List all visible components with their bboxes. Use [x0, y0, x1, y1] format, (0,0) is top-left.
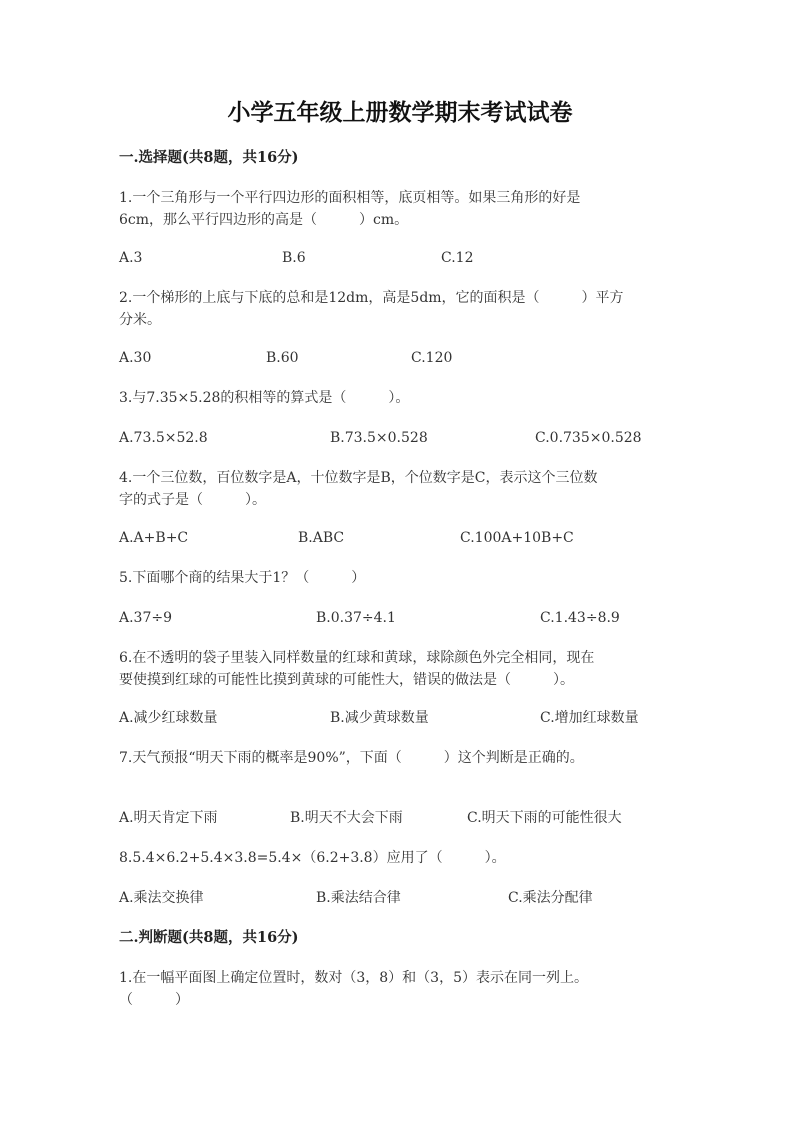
answer-option: A.3	[119, 250, 143, 266]
question-text: 5.下面哪个商的结果大于1？（ ）	[119, 570, 366, 586]
question-text: 8.5.4×6.2+5.4×3.8=5.4×（6.2+3.8）应用了（ ）。	[119, 850, 506, 866]
answer-option: A.37÷9	[119, 610, 173, 626]
question-text: 4.一个三位数，百位数字是A，十位数字是B，个位数字是C，表示这个三位数	[119, 470, 598, 486]
answer-option: C.120	[411, 350, 453, 366]
question-text: 分米。	[119, 312, 161, 328]
answer-option: B.减少黄球数量	[330, 710, 429, 726]
answer-option: C.12	[441, 250, 474, 266]
answer-option: A.明天肯定下雨	[119, 810, 218, 826]
answer-option: B.乘法结合律	[316, 890, 401, 906]
answer-option: A.减少红球数量	[119, 710, 218, 726]
question-text: 6.在不透明的袋子里装入同样数量的红球和黄球，球除颜色外完全相同，现在	[119, 650, 595, 666]
answer-option: B.ABC	[298, 530, 345, 546]
answer-option: C.100A+10B+C	[460, 530, 574, 546]
answer-option: A.30	[119, 350, 152, 366]
answer-option: A.A+B+C	[119, 530, 189, 546]
question-text: 字的式子是（ ）。	[119, 492, 266, 508]
question-text: 1.一个三角形与一个平行四边形的面积相等，底页相等。如果三角形的好是	[119, 190, 581, 206]
question-text: 6cm，那么平行四边形的高是（ ）cm。	[119, 212, 409, 228]
answer-option: B.60	[266, 350, 299, 366]
question-text: 3.与7.35×5.28的积相等的算式是（ ）。	[119, 390, 410, 406]
answer-option: C.0.735×0.528	[535, 430, 642, 446]
question-text: 2.一个梯形的上底与下底的总和是12dm，高是5dm，它的面积是（ ）平方	[119, 290, 624, 306]
answer-option: C.增加红球数量	[540, 710, 639, 726]
answer-option: A.73.5×52.8	[119, 430, 208, 446]
question-text: 1.在一幅平面图上确定位置时，数对（3，8）和（3，5）表示在同一列上。	[119, 970, 588, 986]
answer-option: B.0.37÷4.1	[316, 610, 396, 626]
answer-option: C.1.43÷8.9	[540, 610, 620, 626]
section-heading: 二.判断题(共8题，共16分)	[119, 929, 299, 946]
answer-option: C.乘法分配律	[508, 890, 593, 906]
answer-option: B.6	[282, 250, 306, 266]
answer-option: C.明天下雨的可能性很大	[467, 810, 622, 826]
question-text: 要使摸到红球的可能性比摸到黄球的可能性大，错误的做法是（ ）。	[119, 672, 574, 688]
question-text: （ ）	[119, 992, 189, 1008]
answer-option: B.73.5×0.528	[330, 430, 428, 446]
question-text: 7.天气预报“明天下雨的概率是90%”，下面（ ）这个判断是正确的。	[119, 750, 584, 766]
answer-option: B.明天不大会下雨	[290, 810, 403, 826]
page-title: 小学五年级上册数学期末考试试卷	[227, 99, 573, 126]
section-heading: 一.选择题(共8题，共16分)	[119, 149, 299, 166]
answer-option: A.乘法交换律	[119, 890, 204, 906]
